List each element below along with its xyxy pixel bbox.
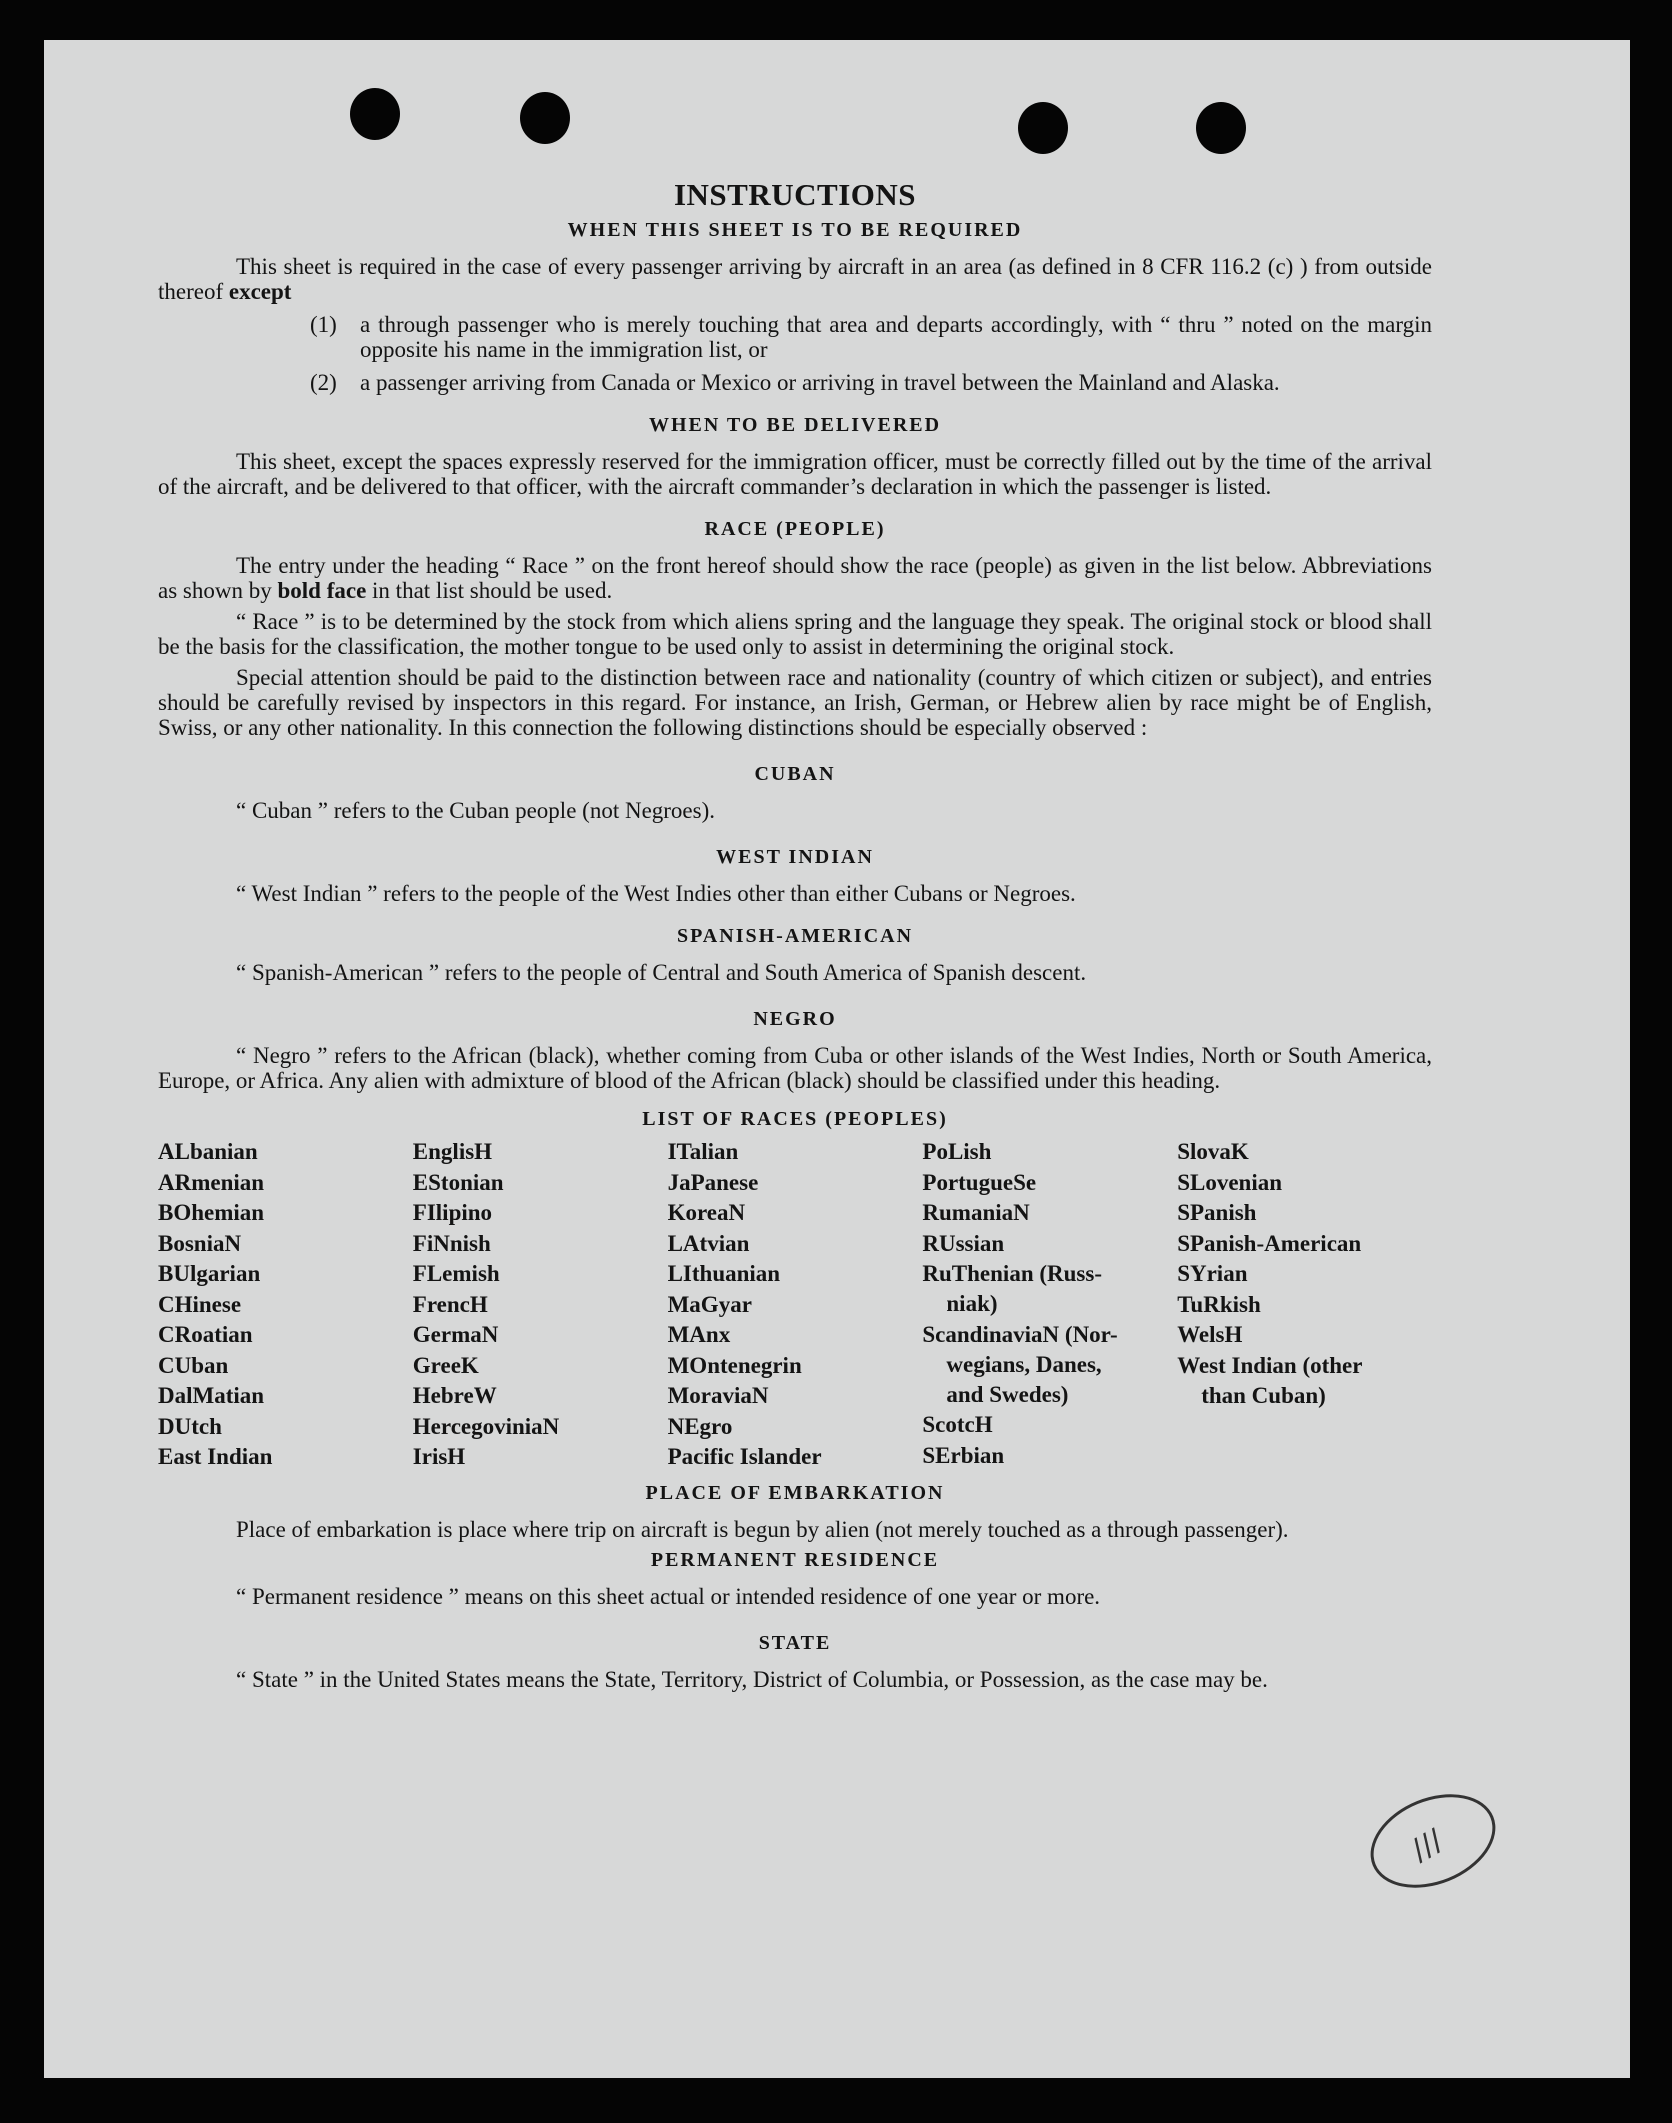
race-entry: CHinese [158, 1291, 242, 1317]
section-heading-west-indian: WEST INDIAN [716, 846, 874, 868]
race-entry: FLemish [412, 1261, 500, 1286]
negro-text: “ Negro ” refers to the African (black), whether coming from Cuba or other islands of the West Indies, North or South America, Europe, or Africa. Any alien with admixture of blood of the African (black) should be classified under this heading. [158, 1043, 1432, 1093]
race-entry: ARmenian [158, 1169, 265, 1195]
race-paragraph-1: The entry under the heading “ Race ” on the front hereof should show the race (people) as given in the list below. Abbreviations as shown by bold face in that list should be used. [158, 553, 1432, 603]
race-entry: WelsH [1177, 1322, 1243, 1347]
exception-item: (2) a passenger arriving from Canada or Mexico or arriving in travel between the Mainland and Alaska. [310, 370, 1280, 395]
race-entry-continued: and Swedes) [946, 1381, 1069, 1407]
race-entry: HercegoviniaN [412, 1413, 560, 1439]
section-heading-spanish-american: SPANISH-AMERICAN [676, 925, 914, 947]
race-entry: SLovenian [1177, 1169, 1283, 1195]
race-entry: SlovaK [1177, 1139, 1249, 1164]
race-entry: BOhemian [158, 1200, 265, 1225]
race-entry: RUssian [922, 1230, 1005, 1256]
race-column [158, 1137, 413, 1473]
required-intro: This sheet is required in the case of every passenger arriving by aircraft in an area (as defined in 8 CFR 116.2 (c) ) from outside thereof except [158, 254, 1432, 304]
race-entry: SPanish-American [1177, 1230, 1362, 1256]
race-entry: East Indian [158, 1444, 273, 1469]
section-heading-negro: NEGRO [753, 1008, 837, 1030]
race-entry: NEgro [667, 1413, 733, 1439]
race-entry: FrencH [412, 1291, 488, 1317]
delivered-text: This sheet, except the spaces expressly reserved for the immigration officer, must be correctly filled out by the time of the arrival of the aircraft, and be delivered to that officer, with the aircraft commander’s declaration in which the passenger is listed. [158, 449, 1432, 499]
section-heading-cuban: CUBAN [754, 763, 836, 785]
race-entry: PoLish [922, 1139, 992, 1164]
race-entry: FIlipino [412, 1200, 493, 1225]
race-list [158, 1137, 1432, 1473]
race-entry: GermaN [412, 1322, 499, 1347]
race-entry: DalMatian [158, 1383, 265, 1408]
race-entry: CRoatian [158, 1322, 253, 1347]
state-text: “ State ” in the United States means the State, Territory, District of Columbia, or Possession, as the case may be. [236, 1666, 1268, 1692]
race-entry-continued: wegians, Danes, [946, 1351, 1102, 1377]
race-entry: FiNnish [412, 1230, 491, 1256]
race-entry: ScotcH [922, 1412, 993, 1437]
residence-text: “ Permanent residence ” means on this sheet actual or intended residence of one year or more. [236, 1583, 1101, 1609]
race-entry: MAnx [667, 1322, 731, 1347]
spanish-american-text: “ Spanish-American ” refers to the people of Central and South America of Spanish descent. [236, 960, 1087, 985]
west-indian-text: “ West Indian ” refers to the people of the West Indies other than either Cubans or Negroes. [236, 881, 1076, 906]
race-entry: SYrian [1177, 1261, 1248, 1286]
section-heading-residence: PERMANENT RESIDENCE [650, 1548, 940, 1571]
race-entry: ITalian [667, 1139, 739, 1164]
race-entry: LIthuanian [667, 1261, 781, 1286]
section-heading-embarkation: PLACE OF EMBARKATION [645, 1481, 945, 1504]
handwritten-tally-mark: /// [1405, 1822, 1450, 1869]
section-heading-race-list: LIST OF RACES (PEOPLES) [642, 1108, 948, 1130]
race-entry: SErbian [922, 1442, 1005, 1468]
instructions-content [158, 132, 1432, 1692]
race-entry: IrisH [412, 1444, 466, 1469]
exception-item: (1) a through passenger who is merely touching that area and departs accordingly, with “ thru ” noted on the margin opposite his name in the immigration list, or [310, 312, 1432, 362]
race-entry: SPanish [1177, 1200, 1257, 1225]
section-heading-delivered: WHEN TO BE DELIVERED [648, 414, 942, 436]
race-entry: LAtvian [667, 1230, 750, 1256]
race-entry-continued: niak) [946, 1291, 998, 1316]
race-paragraph-2: “ Race ” is to be determined by the stock from which aliens spring and the language they speak. The original stock or blood shall be the basis for the classification, the mother tongue to be used only to assist in determining the original stock. [158, 609, 1432, 659]
section-heading-state: STATE [758, 1631, 832, 1654]
race-entry: Pacific Islander [667, 1444, 822, 1469]
race-entry: MaGyar [667, 1291, 752, 1317]
race-entry: ALbanian [158, 1139, 258, 1164]
race-entry: RumaniaN [922, 1200, 1030, 1225]
race-entry: TuRkish [1177, 1291, 1261, 1317]
race-column [1177, 1137, 1432, 1473]
race-entry: JaPanese [667, 1169, 759, 1195]
race-entry: BUlgarian [158, 1261, 261, 1286]
section-heading-required: WHEN THIS SHEET IS TO BE REQUIRED [567, 219, 1023, 241]
race-entry: MOntenegrin [667, 1352, 802, 1378]
race-column [413, 1137, 668, 1473]
race-entry: RuThenian (Russ- [922, 1261, 1102, 1286]
cuban-text: “ Cuban ” refers to the Cuban people (not Negroes). [236, 798, 716, 823]
race-column [922, 1137, 1177, 1473]
race-entry: HebreW [412, 1383, 497, 1408]
section-heading-race: RACE (PEOPLE) [704, 518, 886, 540]
page-title: INSTRUCTIONS [673, 177, 916, 212]
race-entry: EnglisH [412, 1139, 493, 1164]
race-entry: West Indian (other [1177, 1352, 1363, 1378]
race-entry: DUtch [158, 1413, 222, 1439]
race-entry: KoreaN [667, 1200, 746, 1225]
race-entry-continued: than Cuban) [1201, 1382, 1326, 1408]
race-entry: ScandinaviaN (Nor- [922, 1321, 1118, 1347]
race-paragraph-3: Special attention should be paid to the distinction between race and nationality (country of which citizen or subject), and entries should be carefully revised by inspectors in this regard. For instance, an Irish, German, or Hebrew alien by race might be of English, Swiss, or any other nationality. In this connection the following distinctions should be especially observed : [158, 665, 1432, 740]
race-entry: GreeK [412, 1352, 479, 1378]
race-entry: MoraviaN [667, 1383, 769, 1408]
embarkation-text: Place of embarkation is place where trip on aircraft is begun by alien (not merely touched as a through passenger). [236, 1516, 1289, 1542]
race-entry: EStonian [412, 1169, 504, 1195]
race-entry: CUban [158, 1352, 229, 1378]
race-entry: BosniaN [158, 1230, 242, 1256]
race-entry: PortugueSe [922, 1169, 1037, 1195]
race-column [668, 1137, 923, 1473]
